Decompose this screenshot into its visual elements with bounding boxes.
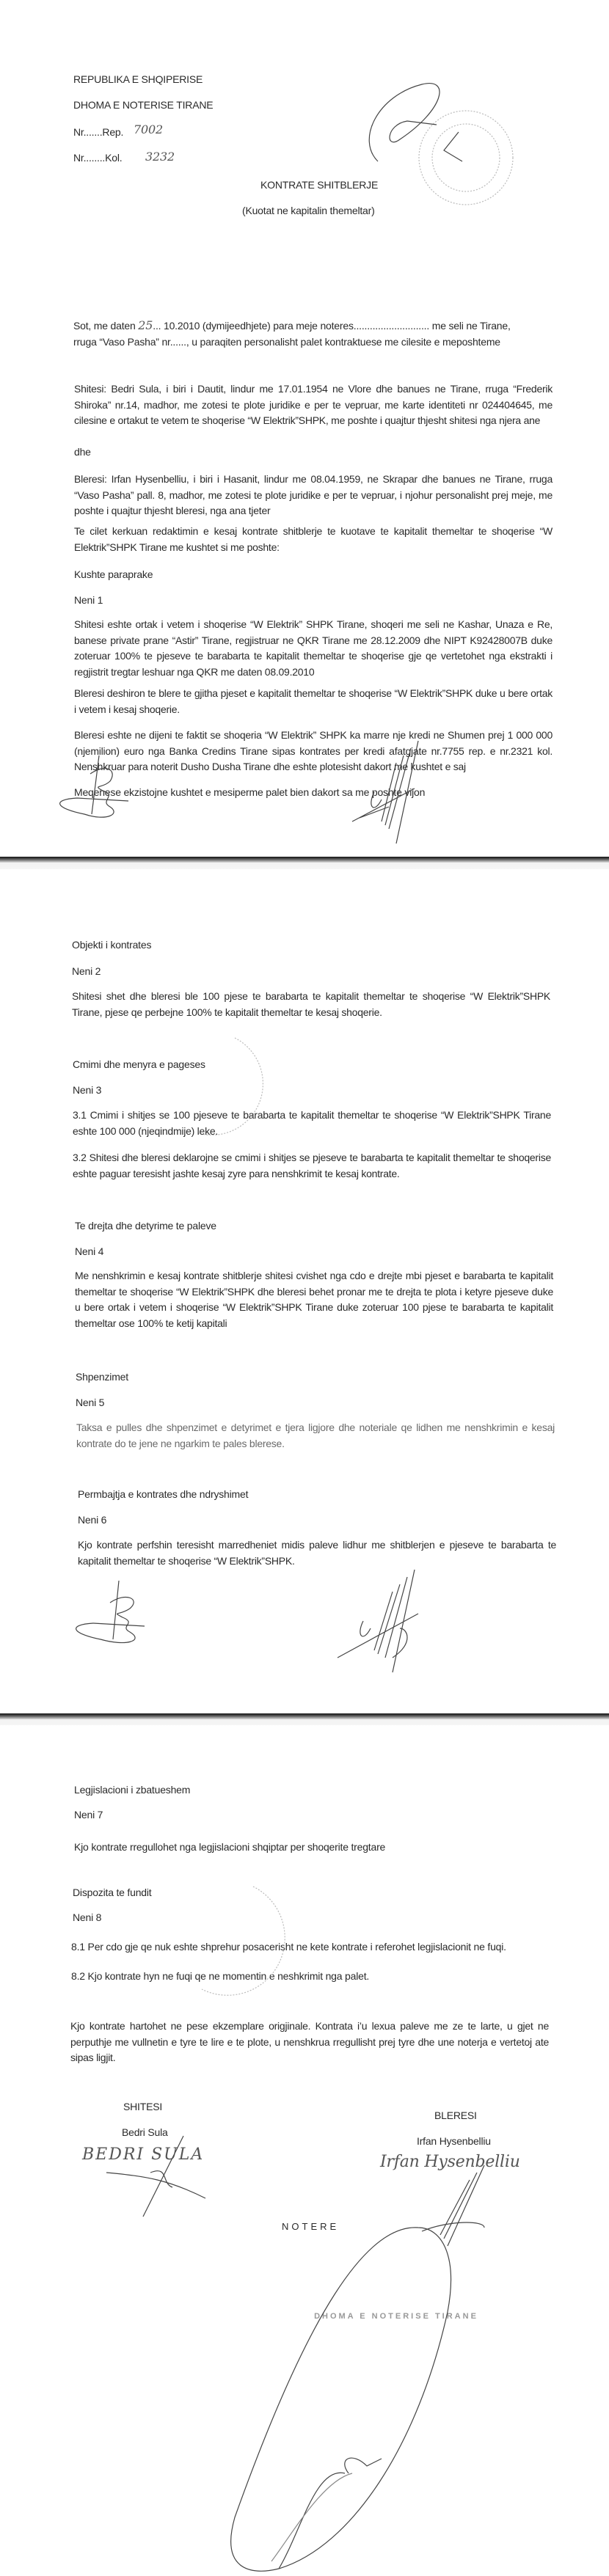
seller-paragraph: Shitesi: Bedri Sula, i biri i Dautit, lindur me 17.01.1954 ne Vlore dhe banues ne Tirane, rruga “Frederik Shiroka” nr.14, madhor, me zotesi te plote juridike e per te vepruar, me karte identiteti nr 024404645, me cilesine e ortakut te vetem te shoqerise “W Elektrik”SHPK, me poshte i quajtur thjesht shitesi nga njera ane	[74, 383, 553, 426]
buyer-paragraph: Bleresi: Irfan Hysenbelliu, i biri i Hasanit, lindur me 08.04.1959, ne Skrapar dhe banues ne Tirane, rruga “Vaso Pasha” pall. 8, madhor, me zotesi te plote juridike e per te vepruar, i njohur personalisht prej meje, me poshte i quajtur thjesht bleresi, nga ana tjeter	[74, 473, 553, 516]
notary-signature-icon	[205, 2224, 499, 2576]
intro-paragraph	[73, 318, 552, 350]
document-subtitle: (Kuotat ne kapitalin themeltar)	[242, 205, 375, 216]
section-heading: Objekti i kontrates	[72, 939, 152, 951]
buyer-initials-signature-icon	[334, 1570, 422, 1680]
intro-day: 25	[138, 318, 153, 332]
article-label: Neni 1	[74, 594, 103, 606]
stamp-fragment-icon	[198, 1887, 271, 1997]
article-4-paragraph: Me nenshkrimin e kesaj kontrate shitblerje shitesi cvishet nga cdo e drejte mbi pjeset e barabarta te kapitalit themeltar te shoqerise “W Elektrik”SHPK dhe bleresi behet pronar me te drejta te plota i ketyre pjeseve duke u bere ortak i vetem i shoqerise “W Elektrik”SHPK Tirane duke zoteruar 100 pjese te barabarta te kapitalit themeltar ose 100% te ketij kapitali	[75, 1270, 553, 1329]
page-1	[0, 0, 609, 860]
section-heading: Kushte paraprake	[74, 568, 153, 580]
republic-heading: REPUBLIKA E SHQIPERISE	[73, 73, 203, 85]
article-8-paragraph-1: 8.1 Per cdo gje qe nuk eshte shprehur posacerisht ne kete kontrate i referohet legjislacionit ne fuqi.	[71, 1941, 506, 1953]
intro-address: rruga “Vaso Pasha” nr......, u paraqiten personalisht palet kontraktuese me cilesite e meposhteme	[73, 335, 500, 348]
kol-value: 3232	[145, 150, 175, 164]
notary-stamp: DHOMA E NOTERISE TIRANE	[314, 2312, 478, 2321]
intro-prefix: Sot, me daten	[73, 320, 136, 332]
buyer-initials-signature-icon	[345, 741, 426, 851]
seller-initials-signature-icon	[48, 755, 150, 822]
article-1-paragraph-1: Shitesi eshte ortak i vetem i shoqerise “W Elektrik” SHPK Tirane, shoqeri me seli ne Kashar, Unaza e Re, banese private prane “Astir” Tirane, regjistruar ne QKR Tirane me 28.12.2009 dhe NIPT K92428007B duke zoteruar 100% te pjeseve te barabarta te kapitalit themeltar te shoqerise gje qe vertetohet nga ekstrakti i regjistrit tregtar leshuar nga QKR me daten 08.09.2010	[74, 618, 553, 678]
section-heading: Te drejta dhe detyrime te paleve	[75, 1220, 216, 1232]
seller-role: SHITESI	[123, 2101, 163, 2112]
rep-value: 7002	[134, 122, 163, 136]
article-2-paragraph: Shitesi shet dhe bleresi ble 100 pjese te barabarta te kapitalit themeltar te shoqerise “W Elektrik”SHPK Tirane, pjese qe perbejne 100% te kapitalit themeltar te kesaj shoqerie.	[72, 990, 550, 1018]
article-1-paragraph-3: Bleresi eshte ne dijeni te faktit se shoqeria “W Elektrik” SHPK ka marre nje kredi ne Shumen prej 1 000 000 (njemilion) euro nga Banka Credins Tirane sipas kontrates per kredi afatgjate nr.7755 rep. e nr.2321 kol. Nenshkruar para noterit Dusho Dusha Tirane dhe eshte plotesisht dakort me kushtet e saj	[74, 729, 553, 772]
buyer-handwritten-signature: Irfan Hysenbelliu	[380, 2153, 520, 2171]
page-3	[0, 1725, 609, 2575]
article-label: Neni 4	[75, 1245, 104, 1257]
page-separator	[0, 857, 609, 863]
article-5-paragraph: Taksa e pulles dhe shpenzimet e detyrimet e tjera ligjore dhe noteriale qe lidhen me nenshkrimin e kesaj kontrate do te jene ne ngarkim te pales blerese.	[76, 1421, 555, 1449]
section-heading: Legjislacioni i zbatueshem	[74, 1784, 191, 1796]
intro-date-text: ... 10.2010 (dymijeedhjete) para meje noteres	[153, 320, 354, 332]
document-title: KONTRATE SHITBLERJE	[260, 179, 379, 191]
article-1-paragraph-4: Meqenese ekzistojne kushtet e mesiperme palet bien dakort sa me poshte vijon	[74, 786, 426, 798]
buyer-role: BLERESI	[434, 2110, 477, 2121]
article-7-paragraph: Kjo kontrate rregullohet nga legjislacioni shqiptar per shoqerite tregtare	[74, 1841, 386, 1853]
article-label: Neni 3	[73, 1084, 102, 1096]
seller-signature-icon	[103, 2136, 213, 2224]
chamber-heading: DHOMA E NOTERISE TIRANE	[73, 99, 214, 111]
section-heading: Shpenzimet	[76, 1371, 128, 1383]
page-separator	[0, 1713, 609, 1719]
seller-initials-signature-icon	[60, 1581, 163, 1647]
section-heading: Permbajtja e kontrates dhe ndryshimet	[78, 1488, 249, 1500]
buyer-name: Irfan Hysenbelliu	[417, 2135, 491, 2147]
rep-label: Nr.......Rep.	[73, 126, 124, 138]
article-6-paragraph: Kjo kontrate perfshin teresisht marredheniet midis paleve lidhur me shitblerjen e pjeseve te barabarta te kapitalit themeltar te shoqerise “W Elektrik”SHPK.	[78, 1539, 556, 1567]
section-heading: Dispozita te fundit	[73, 1887, 152, 1898]
notary-role: NOTERE	[282, 2221, 340, 2232]
seller-name: Bedri Sula	[122, 2126, 168, 2138]
section-heading: Cmimi dhe menyra e pageses	[73, 1058, 205, 1070]
article-1-paragraph-2: Bleresi deshiron te blere te gjitha pjeset e kapitalit themeltar te shoqerise “W Elektrik”SHPK duke u bere ortak i vetem i kesaj shoqerie.	[74, 687, 553, 715]
seller-handwritten-signature: BEDRI SULA	[82, 2145, 205, 2164]
closing-paragraph: Kjo kontrate hartohet ne pese ekzemplare origjinale. Kontrata i’u lexua paleve me ze te larte, u gjet ne perputhje me vullnetin e tyre te lire e te plote, u nenshkrua rregullisht prej tyre dhe une noterja e vertetoj ate sipas ligjit.	[70, 2020, 549, 2063]
article-label: Neni 2	[72, 965, 101, 977]
page-2	[0, 869, 609, 1713]
article-label: Neni 6	[78, 1514, 107, 1526]
article-3-paragraph-2: 3.2 Shitesi dhe bleresi deklarojne se cmimi i shitjes se pjeseve te barabarta te kapitalit themeltar te shoqerise eshte paguar teresisht jashte kesaj zyre para nenshkrimit te kesaj kontrate.	[73, 1152, 551, 1179]
and-text: dhe	[74, 446, 91, 458]
intro-notary-text: ............................ me seli ne Tirane,	[353, 320, 511, 332]
article-label: Neni 7	[74, 1809, 103, 1821]
article-3-paragraph-1: 3.1 Cmimi i shitjes se 100 pjeseve te barabarta te kapitalit themeltar te shoqerise “W Elektrik”SHPK Tirane eshte 100 000 (njeqindmije) leke.	[73, 1109, 551, 1137]
article-label: Neni 8	[73, 1911, 102, 1923]
kol-label: Nr........Kol.	[73, 152, 123, 164]
request-paragraph: Te cilet kerkuan redaktimin e kesaj kontrate shitblerje te kuotave te kapitalit themeltar te shoqerise “W Elektrik”SHPK Tirane me kushtet si me poshte:	[74, 525, 553, 553]
article-label: Neni 5	[76, 1397, 105, 1408]
article-8-paragraph-2: 8.2 Kjo kontrate hyn ne fuqi qe ne momentin e neshkrimit nga palet.	[71, 1970, 370, 1982]
notary-signature-icon	[334, 81, 481, 169]
